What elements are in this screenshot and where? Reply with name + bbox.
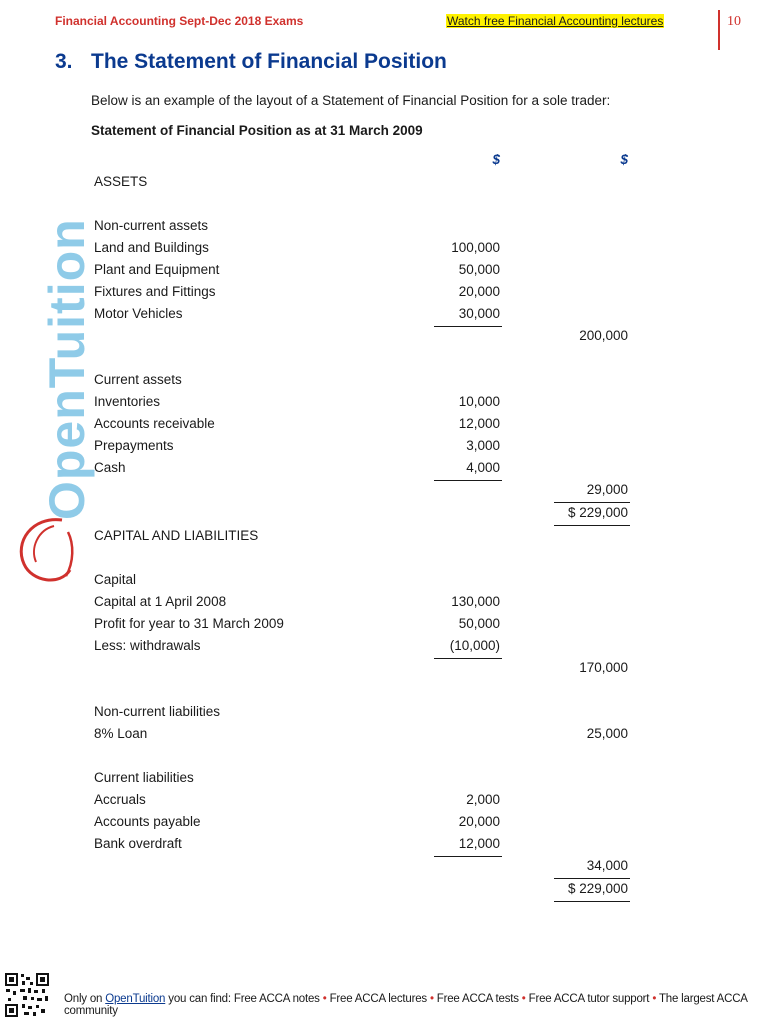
table-row: Fixtures and Fittings 20,000 — [94, 284, 500, 299]
assets-heading: ASSETS — [94, 174, 148, 189]
table-row: Inventories 10,000 — [94, 394, 500, 409]
opentuition-watermark: OpenTuition — [39, 218, 95, 520]
table-row: 8% Loan 25,000 — [94, 726, 628, 741]
non-current-liabilities-heading: Non-current liabilities — [94, 704, 221, 719]
table-row: Plant and Equipment 50,000 — [94, 262, 500, 277]
currency-col2: $ — [620, 152, 628, 167]
current-liabilities-total: 34,000 — [586, 858, 628, 873]
header-title: Financial Accounting Sept-Dec 2018 Exams — [55, 14, 304, 28]
total-capital-liabilities: $ 229,000 — [567, 881, 628, 896]
footer-text: Only on OpenTuition you can find: Free ACCA notes • Free ACCA lectures • Free ACCA tests • Free ACCA tutor support • The largest ACCA community — [64, 993, 748, 1017]
table-row: Cash 4,000 — [94, 460, 500, 475]
currency-header-row — [94, 149, 634, 171]
section-number: 3. — [55, 50, 73, 73]
capital-heading: Capital — [94, 572, 137, 587]
current-assets-heading: Current assets — [94, 372, 182, 387]
intro-text: Below is an example of the layout of a Statement of Financial Position for a sole trader: — [91, 93, 611, 108]
currency-col1: $ — [492, 152, 500, 167]
opentuition-link[interactable]: OpenTuition — [105, 993, 166, 1005]
section-title: The Statement of Financial Position — [91, 50, 447, 73]
table-row: Bank overdraft 12,000 — [94, 836, 500, 851]
opentuition-swirl-icon — [12, 512, 78, 588]
table-row: Motor Vehicles 30,000 — [94, 306, 500, 321]
non-current-assets-heading: Non-current assets — [94, 218, 209, 233]
current-assets-total: 29,000 — [586, 482, 628, 497]
total-assets: $ 229,000 — [567, 505, 628, 520]
lectures-link[interactable]: Watch free Financial Accounting lectures — [447, 14, 664, 28]
table-row: Prepayments 3,000 — [94, 438, 500, 453]
qr-code-icon[interactable] — [4, 972, 50, 1018]
section-heading — [55, 50, 447, 74]
current-liabilities-heading: Current liabilities — [94, 770, 194, 785]
table-row: Less: withdrawals (10,000) — [94, 638, 500, 653]
table-row: Profit for year to 31 March 2009 50,000 — [94, 616, 500, 631]
non-current-assets-total: 200,000 — [579, 328, 628, 343]
statement-title: Statement of Financial Position as at 31 March 2009 — [91, 123, 423, 138]
table-row: Capital at 1 April 2008 130,000 — [94, 594, 500, 609]
total-underline — [554, 901, 630, 902]
table-row: Accounts payable 20,000 — [94, 814, 500, 829]
header-divider — [718, 10, 720, 50]
table-row: Accruals 2,000 — [94, 792, 500, 807]
capital-liabilities-heading: CAPITAL AND LIABILITIES — [94, 528, 259, 543]
capital-total: 170,000 — [579, 660, 628, 675]
table-row: Accounts receivable 12,000 — [94, 416, 500, 431]
table-row: Land and Buildings 100,000 — [94, 240, 500, 255]
page-number: 10 — [727, 14, 741, 29]
